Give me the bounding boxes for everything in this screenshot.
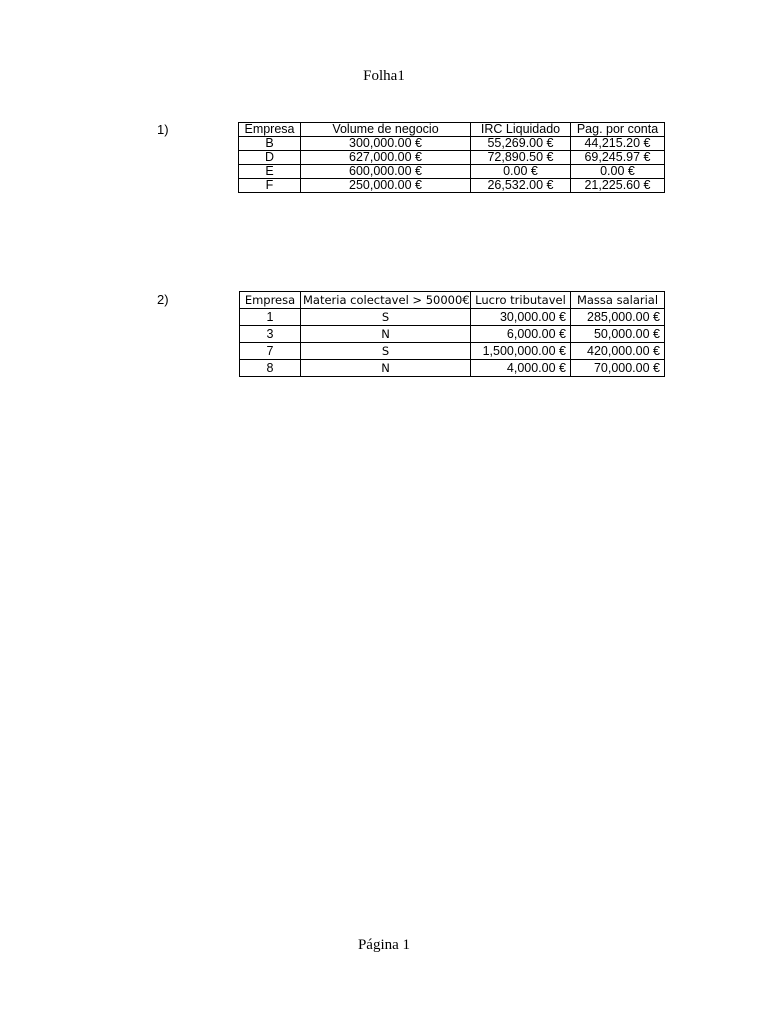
table-row [240, 343, 665, 360]
table-row [240, 360, 665, 377]
cell-empresa: 8 [240, 360, 301, 377]
table-row [240, 309, 665, 326]
page-header: Folha1 [363, 68, 405, 84]
section-1-label: 1) [157, 122, 169, 137]
cell-materia-colectavel: N [301, 360, 471, 377]
table-row [239, 137, 665, 151]
cell-irc-liquidado: 55,269.00 € [471, 137, 571, 151]
cell-volume-negocio: 627,000.00 € [301, 151, 471, 165]
cell-empresa: 3 [240, 326, 301, 343]
cell-empresa: 1 [240, 309, 301, 326]
table-row [240, 326, 665, 343]
cell-massa-salarial: 70,000.00 € [571, 360, 665, 377]
cell-empresa: D [239, 151, 301, 165]
business-volume-table [238, 122, 665, 193]
column-header-massa-salarial: Massa salarial [571, 292, 665, 309]
column-header-empresa: Empresa [239, 123, 301, 137]
cell-irc-liquidado: 26,532.00 € [471, 179, 571, 193]
column-header-irc-liquidado: IRC Liquidado [471, 123, 571, 137]
cell-pag-por-conta: 0.00 € [571, 165, 665, 179]
cell-lucro-tributavel: 6,000.00 € [471, 326, 571, 343]
cell-pag-por-conta: 21,225.60 € [571, 179, 665, 193]
column-header-lucro-tributavel: Lucro tributavel [471, 292, 571, 309]
cell-volume-negocio: 300,000.00 € [301, 137, 471, 151]
cell-massa-salarial: 420,000.00 € [571, 343, 665, 360]
cell-empresa: B [239, 137, 301, 151]
cell-lucro-tributavel: 30,000.00 € [471, 309, 571, 326]
cell-materia-colectavel: S [301, 309, 471, 326]
cell-volume-negocio: 600,000.00 € [301, 165, 471, 179]
column-header-volume-negocio: Volume de negocio [301, 123, 471, 137]
taxable-income-table [239, 291, 665, 377]
cell-empresa: E [239, 165, 301, 179]
cell-pag-por-conta: 44,215.20 € [571, 137, 665, 151]
section-2-label: 2) [157, 292, 169, 307]
table-row [239, 151, 665, 165]
column-header-empresa: Empresa [240, 292, 301, 309]
page-footer: Página 1 [357, 937, 411, 953]
cell-pag-por-conta: 69,245.97 € [571, 151, 665, 165]
cell-massa-salarial: 285,000.00 € [571, 309, 665, 326]
cell-lucro-tributavel: 4,000.00 € [471, 360, 571, 377]
cell-materia-colectavel: S [301, 343, 471, 360]
cell-materia-colectavel: N [301, 326, 471, 343]
cell-lucro-tributavel: 1,500,000.00 € [471, 343, 571, 360]
cell-empresa: F [239, 179, 301, 193]
cell-irc-liquidado: 0.00 € [471, 165, 571, 179]
cell-massa-salarial: 50,000.00 € [571, 326, 665, 343]
cell-irc-liquidado: 72,890.50 € [471, 151, 571, 165]
cell-volume-negocio: 250,000.00 € [301, 179, 471, 193]
cell-empresa: 7 [240, 343, 301, 360]
table-row [239, 179, 665, 193]
table-header-row [240, 292, 665, 309]
column-header-materia-colectavel: Materia colectavel > 50000€ [301, 292, 471, 309]
table-row [239, 165, 665, 179]
table-header-row [239, 123, 665, 137]
column-header-pag-por-conta: Pag. por conta [571, 123, 665, 137]
